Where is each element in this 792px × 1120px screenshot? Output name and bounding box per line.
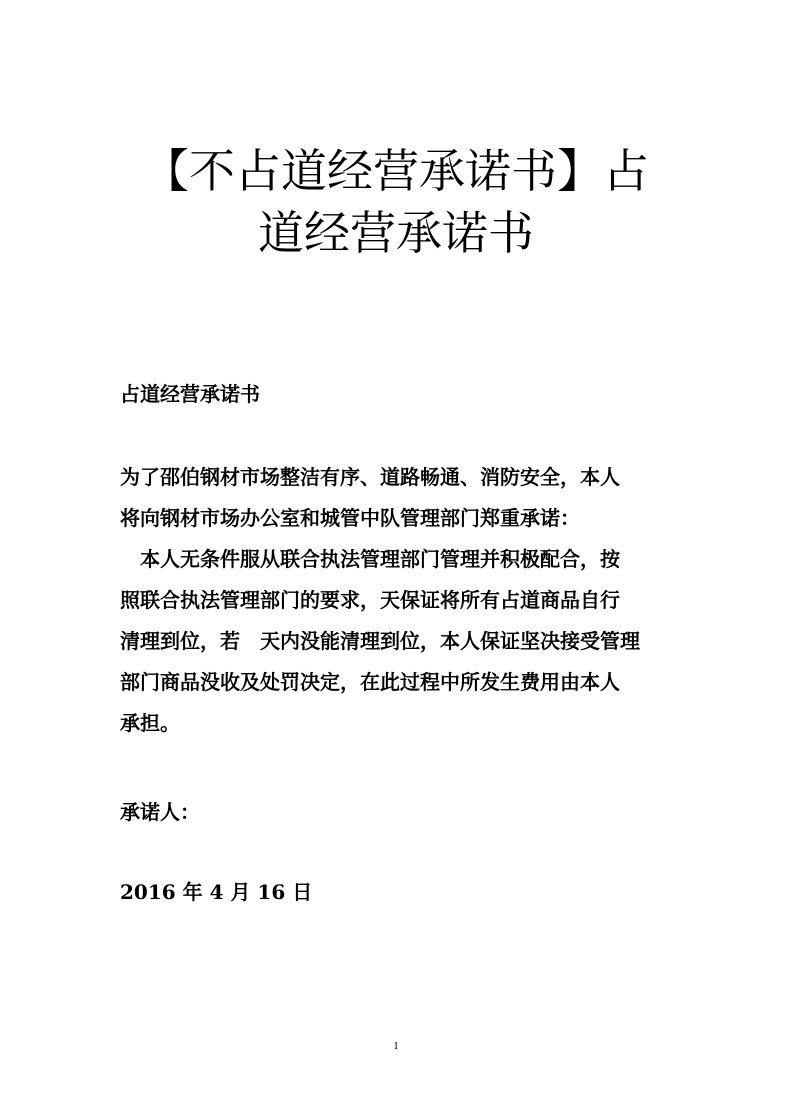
body-line: 部门商品没收及处罚决定，在此过程中所发生费用由本人 xyxy=(120,670,620,694)
body-line: 照联合执法管理部门的要求，天保证将所有占道商品自行 xyxy=(120,588,620,612)
body-line: 为了邵伯钢材市场整洁有序、道路畅通、消防安全，本人 xyxy=(120,465,620,489)
page-number: 1 xyxy=(393,1040,399,1052)
body-line: 清理到位，若 天内没能清理到位，本人保证坚决接受管理 xyxy=(120,629,640,653)
body-line: 将向钢材市场办公室和城管中队管理部门郑重承诺： xyxy=(120,506,580,530)
section-heading: 占道经营承诺书 xyxy=(120,382,260,406)
title-line-1: 【不占道经营承诺书】占 xyxy=(143,144,649,198)
signer-label: 承诺人： xyxy=(120,800,200,824)
body-line: 本人无条件服从联合执法管理部门管理并积极配合，按 xyxy=(120,547,620,571)
title-line-2: 道经营承诺书 xyxy=(258,206,534,260)
document-title xyxy=(60,140,732,264)
commitment-body xyxy=(120,457,680,744)
body-line: 承担。 xyxy=(120,711,180,735)
document-date: 2016 年 4 月 16 日 xyxy=(120,880,313,904)
